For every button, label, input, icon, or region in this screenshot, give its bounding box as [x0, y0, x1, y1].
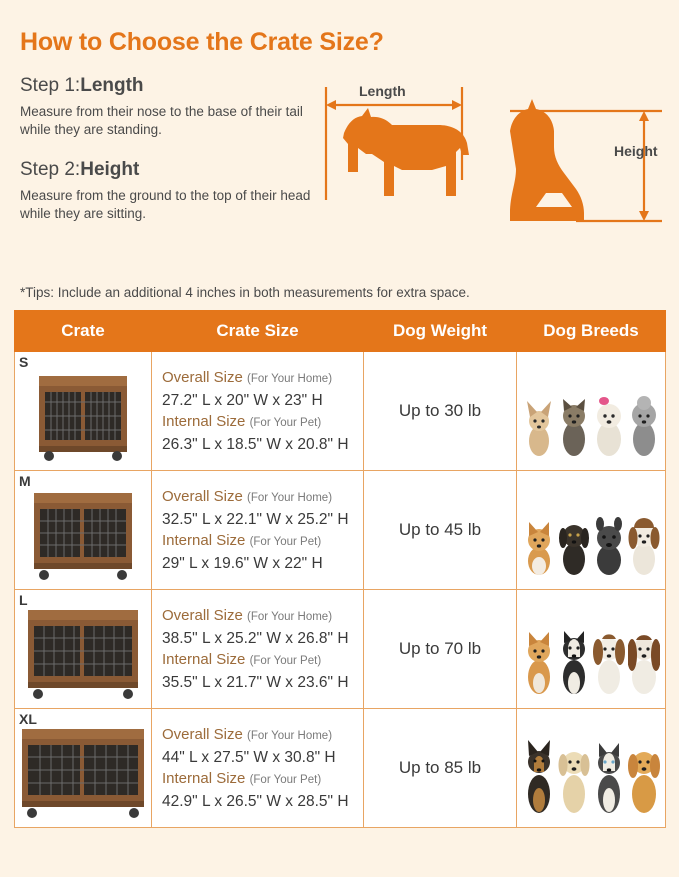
overall-size-line [162, 486, 355, 509]
diagram-height-label: Height [614, 143, 658, 159]
dog-breed-golden-retriever-icon [628, 738, 660, 814]
dog-weight-cell: Up to 70 lb [364, 590, 517, 709]
overall-size-value: 32.5" L x 22.1" W x 25.2" H [162, 511, 349, 528]
intro-section [14, 75, 665, 275]
dog-breed-german-shepherd-icon [523, 738, 555, 814]
internal-size-line [162, 530, 355, 553]
internal-size-label: Internal Size [162, 532, 246, 549]
step-2-prefix: Step 2: [20, 159, 81, 180]
crate-medium-icon [28, 487, 138, 583]
breed-photo-row [521, 365, 661, 457]
column-header-crate: Crate [15, 311, 152, 352]
dog-breed-dachshund-icon [558, 512, 590, 576]
table-row [15, 590, 666, 709]
step-1-word: Length [80, 75, 144, 96]
crate-xlarge-icon [20, 721, 146, 821]
dog-breed-labrador-icon [558, 738, 590, 814]
dog-breed-springer-spaniel-icon [593, 625, 625, 695]
crate-size-table [14, 310, 666, 828]
step-1-body: Measure from their nose to the base of their tail while they are standing. [20, 104, 303, 137]
measurement-diagram [314, 75, 674, 235]
dog-breed-shiba-icon [523, 627, 555, 695]
internal-size-value: 29" L x 19.6" W x 22" H [162, 555, 323, 572]
overall-size-note: (For Your Home) [247, 611, 333, 623]
internal-size-label: Internal Size [162, 770, 246, 787]
step-1-heading [20, 75, 314, 97]
internal-size-line [162, 411, 355, 434]
overall-size-note: (For Your Home) [247, 492, 333, 504]
dog-breed-husky-icon [593, 738, 625, 814]
size-spec-cell [152, 471, 364, 590]
overall-size-line [162, 724, 355, 747]
dog-breed-french-bulldog-icon [593, 514, 625, 576]
step-2-word: Height [80, 159, 140, 180]
size-spec-cell [152, 709, 364, 828]
dog-breeds-cell [517, 352, 666, 471]
breed-photo-row [521, 484, 661, 576]
table-header-row [15, 311, 666, 352]
size-tag: XL [19, 711, 37, 727]
internal-size-note: (For Your Pet) [249, 417, 322, 429]
internal-size-value: 26.3" L x 18.5" W x 20.8" H [162, 436, 349, 453]
overall-size-value: 27.2" L x 20" W x 23" H [162, 392, 323, 409]
page-title: How to Choose the Crate Size? [20, 28, 384, 56]
crate-image-cell [15, 352, 152, 471]
overall-size-line [162, 367, 355, 390]
crate-small-icon [31, 368, 135, 464]
overall-size-label: Overall Size [162, 607, 243, 624]
dog-breed-basset-hound-icon [628, 625, 660, 695]
column-header-dog-breeds: Dog Breeds [517, 311, 666, 352]
overall-size-note: (For Your Home) [247, 730, 333, 742]
dog-breed-chihuahua-icon [523, 395, 555, 457]
internal-size-note: (For Your Pet) [249, 774, 322, 786]
crate-image-cell [15, 590, 152, 709]
dog-weight-cell: Up to 30 lb [364, 352, 517, 471]
crate-size-guide-page [0, 28, 679, 877]
internal-size-line [162, 768, 355, 791]
dog-breed-beagle-icon [628, 512, 660, 576]
table-row [15, 471, 666, 590]
dog-breed-yorkie-icon [558, 391, 590, 457]
internal-size-value: 42.9" L x 26.5" W x 28.5" H [162, 793, 349, 810]
dog-weight-cell: Up to 45 lb [364, 471, 517, 590]
crate-image-cell [15, 471, 152, 590]
dog-weight-cell: Up to 85 lb [364, 709, 517, 828]
dog-breed-poodle-icon [628, 391, 660, 457]
crate-image-cell [15, 709, 152, 828]
overall-size-label: Overall Size [162, 369, 243, 386]
overall-size-label: Overall Size [162, 488, 243, 505]
size-tag: S [19, 354, 29, 370]
size-spec-cell [152, 590, 364, 709]
internal-size-line [162, 649, 355, 672]
overall-size-label: Overall Size [162, 726, 243, 743]
internal-size-value: 35.5" L x 21.7" W x 23.6" H [162, 674, 349, 691]
dog-breeds-cell [517, 471, 666, 590]
dog-breeds-cell [517, 709, 666, 828]
internal-size-label: Internal Size [162, 413, 246, 430]
step-2-heading [20, 159, 314, 181]
internal-size-note: (For Your Pet) [249, 536, 322, 548]
measurement-steps [14, 75, 314, 223]
dog-breed-border-collie-icon [558, 625, 590, 695]
dog-breed-shih-tzu-icon [593, 391, 625, 457]
overall-size-value: 38.5" L x 25.2" W x 26.8" H [162, 630, 349, 647]
size-tag: L [19, 592, 28, 608]
size-tag: M [19, 473, 31, 489]
table-row [15, 352, 666, 471]
overall-size-value: 44" L x 27.5" W x 30.8" H [162, 749, 336, 766]
breed-photo-row [521, 722, 661, 814]
column-header-crate-size: Crate Size [152, 311, 364, 352]
crate-large-icon [24, 604, 142, 702]
dog-breed-corgi-icon [523, 516, 555, 576]
tips-text: *Tips: Include an additional 4 inches in both measurements for extra space. [20, 285, 470, 300]
overall-size-note: (For Your Home) [247, 373, 333, 385]
overall-size-line [162, 605, 355, 628]
diagram-length-label: Length [359, 83, 406, 99]
size-spec-cell [152, 352, 364, 471]
table-row [15, 709, 666, 828]
internal-size-note: (For Your Pet) [249, 655, 322, 667]
step-2-body: Measure from the ground to the top of their head while they are sitting. [20, 188, 311, 221]
column-header-dog-weight: Dog Weight [364, 311, 517, 352]
breed-photo-row [521, 603, 661, 695]
step-1-prefix: Step 1: [20, 75, 81, 96]
internal-size-label: Internal Size [162, 651, 246, 668]
dog-breeds-cell [517, 590, 666, 709]
